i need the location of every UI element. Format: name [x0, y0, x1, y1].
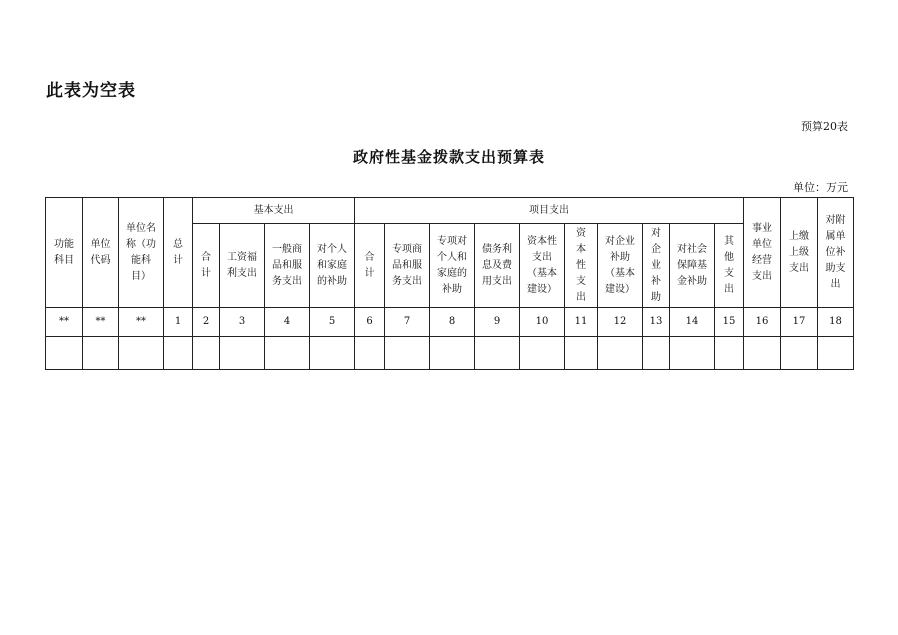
code-cell: 13 [643, 308, 670, 337]
code-cell: 14 [670, 308, 715, 337]
code-cell: 15 [715, 308, 744, 337]
code-cell: 1 [164, 308, 193, 337]
data-cell [781, 337, 818, 370]
col-proj-goods: 专项商 品和服 务支出 [385, 224, 430, 308]
code-cell: ** [46, 308, 83, 337]
data-cell [193, 337, 220, 370]
code-cell: 4 [265, 308, 310, 337]
col-proj-social: 对社会 保障基 金补助 [670, 224, 715, 308]
col-proj-other: 其他支出 [715, 224, 744, 308]
code-cell: 16 [744, 308, 781, 337]
data-cell [670, 337, 715, 370]
col-unit-code: 单位 代码 [83, 198, 119, 308]
data-cell [744, 337, 781, 370]
group-project-expenditure: 项目支出 [355, 198, 744, 224]
budget-table [45, 197, 854, 370]
data-cell [475, 337, 520, 370]
data-cell [643, 337, 670, 370]
col-proj-personal: 专项对 个人和 家庭的 补助 [430, 224, 475, 308]
code-cell: 7 [385, 308, 430, 337]
code-cell: ** [83, 308, 119, 337]
code-cell: 18 [818, 308, 854, 337]
code-cell: ** [119, 308, 164, 337]
unit-label: 单位：万元 [793, 181, 848, 194]
data-cell [83, 337, 119, 370]
header-row-group [46, 198, 854, 224]
col-proj-capital: 资本性支出 [565, 224, 598, 308]
table-number: 预算20表 [801, 120, 848, 133]
col-undertaking: 事业 单位 经营 支出 [744, 198, 781, 308]
col-unit-name: 单位名 称（功 能科 目） [119, 198, 164, 308]
col-basic-wage: 工资福 利支出 [220, 224, 265, 308]
data-cell [46, 337, 83, 370]
code-cell: 3 [220, 308, 265, 337]
col-basic-goods: 一般商 品和服 务支出 [265, 224, 310, 308]
col-proj-total: 合计 [355, 224, 385, 308]
empty-data-row [46, 337, 854, 370]
code-cell: 17 [781, 308, 818, 337]
code-cell: 10 [520, 308, 565, 337]
col-basic-personal: 对个人 和家庭 的补助 [310, 224, 355, 308]
col-proj-capital-build: 资本性 支出 （基本 建设） [520, 224, 565, 308]
col-func-code: 功能 科目 [46, 198, 83, 308]
col-upper: 上缴 上级 支出 [781, 198, 818, 308]
code-cell: 5 [310, 308, 355, 337]
code-cell: 11 [565, 308, 598, 337]
code-cell: 2 [193, 308, 220, 337]
page-title: 政府性基金拨款支出预算表 [352, 148, 545, 166]
col-total: 总计 [164, 198, 193, 308]
data-cell [598, 337, 643, 370]
data-cell [385, 337, 430, 370]
data-cell [310, 337, 355, 370]
code-cell: 12 [598, 308, 643, 337]
group-basic-expenditure: 基本支出 [193, 198, 355, 224]
col-proj-enterprise-build: 对企业 补助 （基本 建设） [598, 224, 643, 308]
data-cell [220, 337, 265, 370]
col-basic-total: 合计 [193, 224, 220, 308]
code-cell: 8 [430, 308, 475, 337]
code-cell: 6 [355, 308, 385, 337]
data-cell [355, 337, 385, 370]
data-cell [818, 337, 854, 370]
col-proj-enterprise: 对企业补助 [643, 224, 670, 308]
col-subsidiary: 对附 属单 位补 助支 出 [818, 198, 854, 308]
data-cell [430, 337, 475, 370]
data-cell [164, 337, 193, 370]
code-cell: 9 [475, 308, 520, 337]
col-proj-debt: 债务利 息及费 用支出 [475, 224, 520, 308]
data-cell [520, 337, 565, 370]
empty-table-notice: 此表为空表 [46, 81, 136, 101]
data-cell [119, 337, 164, 370]
data-cell [715, 337, 744, 370]
code-row [46, 308, 854, 337]
data-cell [265, 337, 310, 370]
data-cell [565, 337, 598, 370]
